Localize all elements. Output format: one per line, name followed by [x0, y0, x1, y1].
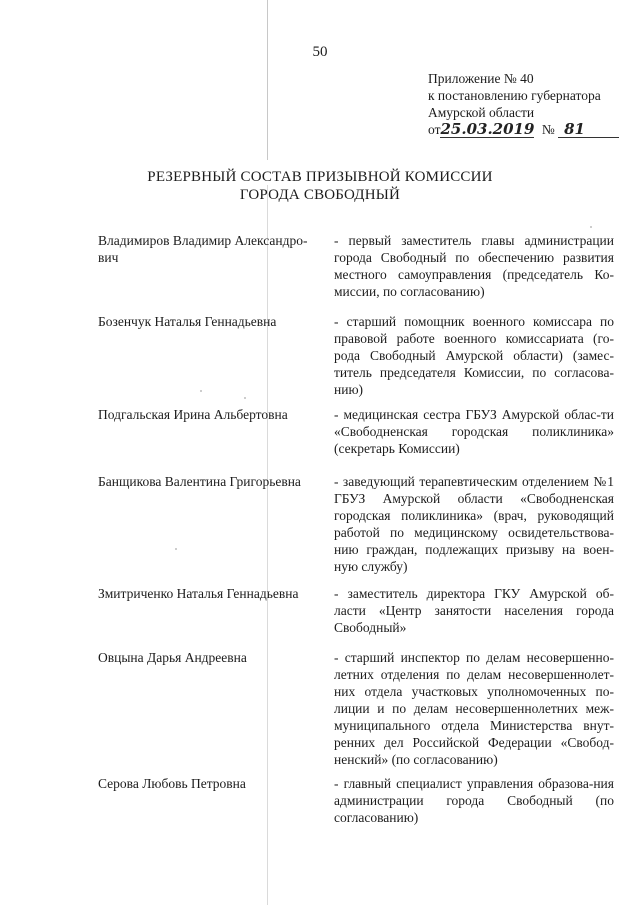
scan-speck — [175, 548, 177, 550]
scan-speck — [244, 397, 246, 399]
title-line-2: ГОРОДА СВОБОДНЫЙ — [239, 187, 401, 203]
handwritten-date: 25.03.2019 — [440, 120, 535, 138]
member-name: Владимиров Владимир Александро-вич — [98, 233, 308, 265]
scan-artifact-line — [267, 0, 268, 160]
number-prefix: № — [541, 122, 555, 137]
member-role: - заместитель директора ГКУ Амурской об-ласти «Центр занятости населения города Свободный» — [334, 586, 614, 635]
member-name: Подгальская Ирина Альбертовна — [98, 407, 288, 422]
member-role: - первый заместитель главы администрации города Свободный по обеспечению развития местного самоуправления (председатель Ко-миссии, по согласованию) — [334, 233, 614, 299]
appendix-date-number — [428, 121, 633, 138]
scan-artifact-line — [267, 185, 268, 905]
document-title — [0, 168, 640, 204]
title-line-1: РЕЗЕРВНЫЙ СОСТАВ ПРИЗЫВНОЙ КОМИССИИ — [147, 169, 493, 185]
member-role: - главный специалист управления образова-ния администрации города Свободный (по согласованию) — [334, 776, 614, 825]
handwritten-number: 81 — [564, 120, 585, 138]
appendix-title: Приложение № 40 — [428, 71, 534, 86]
scan-speck — [200, 390, 202, 392]
member-role: - старший помощник военного комиссара по правовой работе военного комиссариата (го-рода Свободный Амурской области) (замес-титель председателя Комиссии, по согласова-нию) — [334, 314, 614, 397]
member-name: Банщикова Валентина Григорьевна — [98, 474, 301, 489]
appendix-region: Амурской области — [428, 105, 535, 120]
member-role: - заведующий терапевтическим отделением №1 ГБУЗ Амурской области «Свободненская городская поликлиника» (врач, руководящий работой по медицинскому освидетельствова-нию граждан, подлежащих призыву на воен-ную службу) — [334, 474, 614, 574]
member-role: - медицинская сестра ГБУЗ Амурской облас-ти «Свободненская городская поликлиника» (секретарь Комиссии) — [334, 407, 614, 456]
appendix-decree: к постановлению губернатора — [428, 88, 601, 103]
member-role: - старший инспектор по делам несовершенно-летних отделения по делам несовершеннолет-них отдела участковых уполномоченных по-лиции и по делам несовершеннолетних меж-муниципального отдела Министерства внут-ренних дел Российской Федерации «Свобод-ненский» (по согласованию) — [334, 650, 614, 767]
member-name: Серова Любовь Петровна — [98, 776, 246, 791]
member-name: Бозенчук Наталья Геннадьевна — [98, 314, 277, 329]
page-number: 50 — [312, 44, 328, 60]
member-name: Овцына Дарья Андреевна — [98, 650, 247, 665]
member-name: Змитриченко Наталья Геннадьевна — [98, 586, 299, 601]
appendix-header — [428, 70, 633, 138]
scan-speck — [590, 226, 592, 228]
date-prefix: от — [428, 122, 441, 137]
